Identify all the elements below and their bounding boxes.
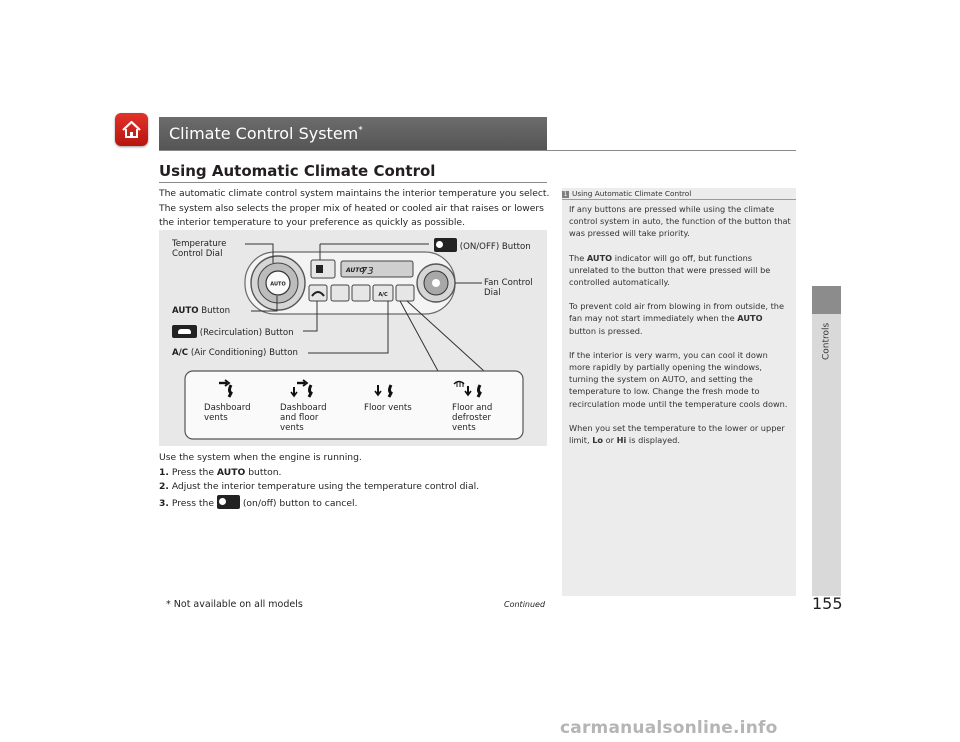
section-rule [159,182,547,183]
fan-dial-label [484,278,533,298]
vent-label-line: vents [280,423,304,433]
note-text: To prevent cold air from blowing in from outside, the fan may not start immediately when the [569,301,785,324]
note-number-badge: 1 [563,191,568,198]
step-number: 1. [159,466,169,478]
step-number: 3. [159,497,169,509]
vent-label-line: vents [452,423,476,433]
vent-label-line: Floor vents [364,403,412,413]
page-number: 155 [812,594,843,613]
steps-intro: Use the system when the engine is running. [159,452,362,463]
step-2 [159,480,551,495]
step-text: button. [245,466,282,478]
watermark: carmanualsonline.info [560,718,778,738]
vent-label-line: Dashboard [204,403,251,413]
recirc-label-text: (Recirculation) Button [199,328,294,338]
note-paragraph: If any buttons are pressed while using the climate control system in auto, the function of the button that was pressed will take priority. [569,204,791,239]
note-text: When you set the temperature to the lower or upper limit, [569,422,785,446]
ac-label-rest: (Air Conditioning) Button [188,348,298,358]
note-bold: AUTO [586,252,613,263]
temp-dial-label [172,239,226,259]
note-bold: AUTO [737,313,763,324]
note-title: Using Automatic Climate Control [572,189,692,198]
onoff-icon [217,495,240,509]
auto-label-bold: AUTO [172,306,199,316]
ac-label-bold: A/C [172,348,189,358]
title-rule [159,150,796,151]
side-tab-marker[interactable] [812,286,841,314]
note-paragraph [569,252,791,289]
note-text: button is pressed. [569,325,643,336]
note-body [569,203,791,458]
home-button[interactable] [115,113,148,146]
display-auto-text: AUTO [346,267,365,274]
onoff-label-text: (ON/OFF) Button [459,242,531,252]
note-paragraph [569,422,791,446]
note-text: or [603,435,617,446]
vent-label-line: and floor [280,413,319,423]
vent-label-floor-defrost [452,403,492,433]
recirculation-icon [172,325,197,338]
onoff-icon [434,238,457,252]
step-text: Press the [171,497,217,509]
temp-dial-label-line2: Control Dial [172,249,223,259]
note-bold: Lo [592,435,604,446]
step-1 [159,466,551,481]
page-title [169,124,363,143]
step-number: 2. [159,481,169,492]
climate-panel-figure [159,230,547,446]
vent-label-line: defroster [452,413,492,423]
vent-label-dashboard [204,403,251,423]
home-icon [115,113,148,146]
note-heading [562,189,691,198]
auto-button-label [172,306,230,316]
note-text: is displayed. [626,435,680,446]
step-3 [159,495,551,512]
intro-paragraph: The automatic climate control system maintains the interior temperature you select. The system also selects the proper mix of heated or cooled air that raises or lowers the interior temperature to your preference as quickly as possible. [159,188,550,228]
ac-button-text: A/C [378,292,388,298]
step-text: (on/off) button to cancel. [239,497,358,509]
ac-button-label [172,348,298,358]
title-asterisk: * [358,125,363,136]
step-bold: AUTO [216,466,246,478]
fan-dial-icon [432,279,440,287]
recirc-button-label [172,325,294,338]
step-text: Adjust the interior temperature using the temperature control dial. [171,481,480,492]
section-heading: Using Automatic Climate Control [159,162,436,180]
step-text: Press the [171,466,217,478]
note-text: The [569,252,587,263]
continued-label: Continued [504,600,546,609]
note-paragraph: If the interior is very warm, you can cool it down more rapidly by partially opening the windows, turning the system on AUTO, and setting the temperature to low. Change the fresh mode to recirculation mode until the temperature cools down. [569,349,788,409]
vent-label-dash-floor [280,403,327,433]
footnote: * Not available on all models [166,599,303,610]
fan-dial-label-line1: Fan Control [484,278,533,288]
auto-label-rest: Button [198,306,231,316]
vent-label-line: vents [204,413,228,423]
title-text: Climate Control System [169,124,359,143]
auto-knob-label: AUTO [270,281,286,288]
note-rule [562,199,796,200]
vent-label-line: Dashboard [280,403,327,413]
note-paragraph [569,300,791,337]
onoff-button-label [434,238,531,252]
display-temp-text: 73 [361,266,374,277]
vent-label-floor [364,403,412,413]
steps [159,451,551,511]
side-tab-label[interactable]: Controls [821,322,832,360]
temp-dial-label-line1: Temperature [172,239,227,249]
note-bold: Hi [616,435,627,446]
fan-dial-label-line2: Dial [484,288,501,298]
note-text: indicator will go off, but functions unrelated to the button that were pressed will be controlled automatically. [569,252,771,288]
vent-label-line: Floor and [452,403,493,413]
